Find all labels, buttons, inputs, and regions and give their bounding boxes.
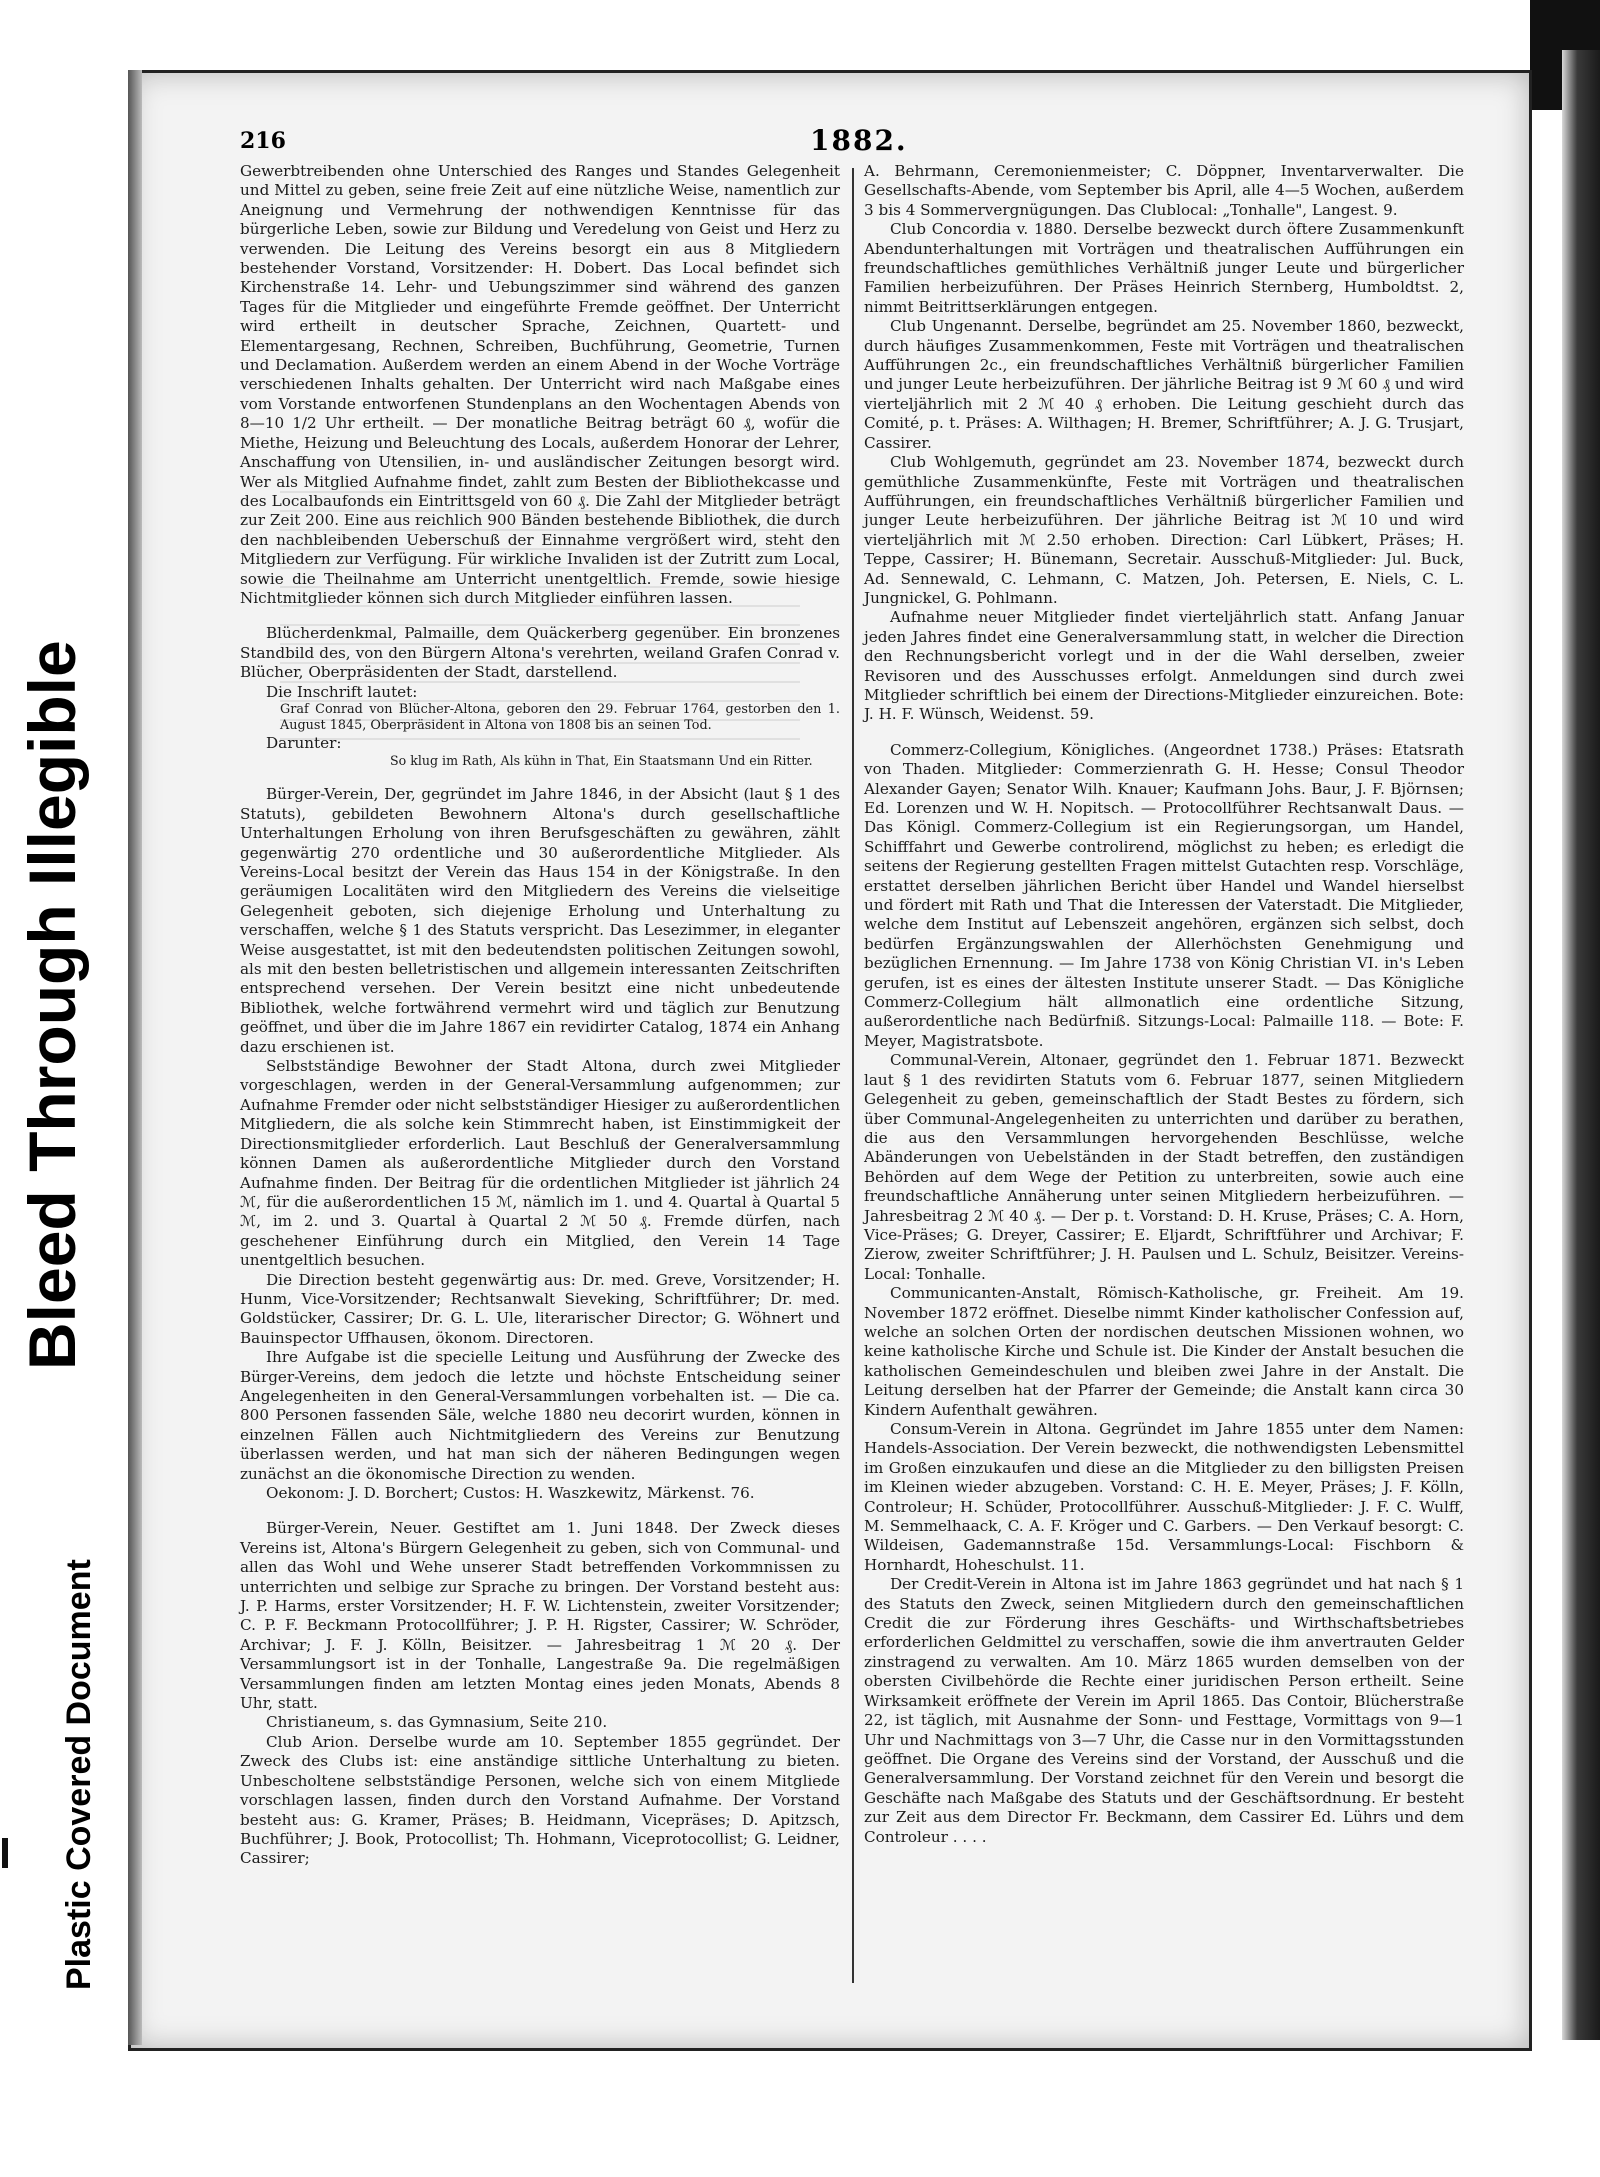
page-gutter — [128, 70, 142, 2045]
paragraph: Commerz-Collegium, Königliches. (Angeordnet 1738.) Präses: Etatsrath von Thaden. Mitglieder: Commerzienrath G. H. Hesse; Consul Theodor Alexander Gayen; Senator Wilh. Knauer; Kaufmann Johs. Baur, J. F. Björnsen; Ed. Lorenzen und W. H. Nopitsch. — Protocollführer Rechtsanwalt Daus. — Das Königl. Commerz-Collegium ist ein Regierungsorgan, um Handel, Schifffahrt und Gewerbe controlirend, möglichst zu heben; es erledigt die seitens der Regierung gestellten Fragen mittelst Gutachten resp. Vorschläge, erstattet derselben jährlichen Bericht über Handel und Wandel hierselbst und fördert mit Rath und That die Interessen der Vaterstadt. Die Mitglieder, welche dem Institut auf Lebenszeit angehören, ergänzen sich selbst, doch bedürfen Ergänzungswahlen der Allerhöchsten Genehmigung und bezüglichen Ernennung. — Im Jahre 1738 von König Christian VI. in's Leben gerufen, ist es eines der ältesten Institute unserer Stadt. — Das Königliche Commerz-Collegium hält allmonatlich eine ordentliche Sitzung, außerordentliche nach Bedürfniß. Sitzungs-Local: Palmaille 118. — Bote: F. Meyer, Magistratsbote. — [864, 740, 1464, 1050]
page-number: 216 — [240, 128, 286, 154]
paragraph: So klug im Rath, Als kühn in That, Ein Staatsmann Und ein Ritter. — [390, 753, 813, 769]
paragraph: Darunter: — [266, 733, 342, 752]
paragraph: Bürger-Verein, Der, gegründet im Jahre 1846, in der Absicht (laut § 1 des Statuts), gebildeten Bewohnern Altona's durch gesellschaftliche Unterhaltungen Erholung von ihren Berufsgeschäften zu gewähren, zählt gegenwärtig 270 ordentliche und 30 außerordentliche Mitglieder. Als Vereins-Local besitzt der Verein das Haus 154 in der Königstraße. In den geräumigen Localitäten wird den Mitgliedern des Vereins die vielseitige Gelegenheit geboten, sich diejenige Erholung und Unterhaltung zu verschaffen, welche § 1 des Statuts verspricht. Das Lesezimmer, in eleganter Weise ausgestattet, ist mit den bedeutendsten politischen Zeitungen sowohl, als mit den besten belletristischen und allgemein interessanten Zeitschriften entsprechend versehen. Der Verein besitzt eine nicht unbedeutende Bibliothek, welche fortwährend vermehrt wird und täglich zur Benutzung geöffnet, und über die im Jahre 1867 ein revidirter Catalog, 1874 ein Anhang dazu erschienen ist. — [240, 785, 840, 1056]
paragraph: Blücherdenkmal, Palmaille, dem Quäckerberg gegenüber. Ein bronzenes Standbild des, von den Bürgern Altona's verehrten, weiland Grafen Conrad v. Blücher, Oberpräsidenten der Stadt, darstellend. — [240, 624, 840, 682]
paragraph: Die Direction besteht gegenwärtig aus: Dr. med. Greve, Vorsitzender; H. Hunm, Vice-Vorsitzender; Rechtsanwalt Sieveking, Schriftführer; Dr. med. Goldstücker, Cassirer; Dr. G. L. Ule, literarischer Director; G. Wöhnert und Bauinspector Uffhausen, ökonom. Directoren. — [240, 1270, 840, 1347]
paragraph: Club Concordia v. 1880. Derselbe bezweckt durch öftere Zusammenkunft Abendunterhaltungen mit Vorträgen und theatralischen Aufführungen ein freundschaftliches gemüthliches Verhältniß junger Leute und bürgerlicher Familien herbeizuführen. Der Präses Heinrich Sternberg, Humboldtst. 2, nimmt Beitrittserklärungen entgegen. — [864, 220, 1464, 316]
plastic-covered-stamp: Plastic Covered Document — [60, 1559, 98, 1990]
bleed-through-stamp: Bleed Through Illegible — [15, 640, 89, 1370]
scan-edge-right — [1562, 50, 1600, 2040]
paragraph: Club Arion. Derselbe wurde am 10. September 1855 gegründet. Der Zweck des Clubs ist: eine anständige sittliche Unterhaltung zu bieten. Unbescholtene selbstständige Personen, welche sich von einem Mitgliede vorschlagen lassen, finden durch den Vorstand Aufnahme. Der Vorstand besteht aus: G. Kramer, Präses; B. Heidmann, Vicepräses; D. Apitzsch, Buchführer; J. Book, Protocollist; Th. Hohmann, Viceprotocollist; G. Leidner, Cassirer; — [240, 1732, 840, 1868]
paragraph: A. Behrmann, Ceremonienmeister; C. Döppner, Inventarverwalter. Die Gesellschafts-Abende, vom September bis April, alle 4—5 Wochen, außerdem 3 bis 4 Sommervergnügungen. Das Clublocal: „Tonhalle", Langest. 9. — [864, 162, 1464, 219]
paragraph: Gewerbtreibenden ohne Unterschied des Ranges und Standes Gelegenheit und Mittel zu geben, seine freie Zeit auf eine nützliche Weise, namentlich zur Aneignung und Vermehrung der nothwendigen Kenntnisse für das bürgerliche Leben, sowie zur Bildung und Veredelung von Geist und Herz zu verwenden. Die Leitung des Vereins besorgt ein aus 8 Mitgliedern bestehender Vorstand, Vorsitzender: H. Dobert. Das Local befindet sich Kirchenstraße 14. Lehr- und Uebungszimmer sind während des ganzen Tages für die Mitglieder und eingeführte Fremde geöffnet. Der Unterricht wird ertheilt in deutscher Sprache, Zeichnen, Quartett- und Elementargesang, Rechnen, Schreiben, Buchführung, Geometrie, Turnen und Declamation. Außerdem werden an einem Abend in der Woche Vorträge verschiedenen Inhalts gehalten. Der Unterricht wird nach Maßgabe eines vom Vorstande entworfenen Stundenplans an den Wochentagen Abends von 8—10 1/2 Uhr ertheilt. — Der monatliche Beitrag beträgt 60 ₰, wofür die Miethe, Heizung und Beleuchtung des Locals, außerdem Honorar der Lehrer, Anschaffung von Utensilien, in- und ausländischer Zeitungen besorgt wird. Wer als Mitglied Aufnahme findet, zahlt zum Besten der Bibliothekcasse und des Localbaufonds ein Eintrittsgeld von 60 ₰. Die Zahl der Mitglieder beträgt zur Zeit 200. Eine aus reichlich 900 Bänden bestehende Bibliothek, die durch den nachbleibenden Ueberschuß der Einnahme vergrößert wird, steht den Mitgliedern zur Verfügung. Für wirkliche Invaliden ist der Zutritt zum Local, sowie die Theilnahme am Unterricht unentgeltlich. Fremde, sowie hiesige Nichtmitglieder können sich durch Mitglieder einführen lassen. — [240, 162, 840, 607]
paragraph: Selbstständige Bewohner der Stadt Altona, durch zwei Mitglieder vorgeschlagen, werden in der General-Versammlung aufgenommen; zur Aufnahme Fremder oder nicht selbstständiger Hiesiger zu außerordentlichen Mitgliedern, die als solche kein Stimmrecht haben, ist Einstimmigkeit der Directionsmitglieder erforderlich. Laut Beschluß der Generalversammlung können Damen als außerordentliche Mitglieder durch den Vorstand Aufnahme finden. Der Beitrag für die ordentlichen Mitglieder ist jährlich 24 ℳ, für die außerordentlichen 15 ℳ, nämlich im 1. und 4. Quartal à Quartal 5 ℳ, im 2. und 3. Quartal à Quartal 2 ℳ 50 ₰. Fremde dürfen, nach geschehener Einführung durch ein Mitglied, den Verein 14 Tage unentgeltlich besuchen. — [240, 1057, 840, 1270]
paragraph: Aufnahme neuer Mitglieder findet vierteljährlich statt. Anfang Januar jeden Jahres findet eine Generalversammlung statt, in welcher die Direction den Rechnungsbericht vorlegt und in der die Wahl derselben, zweier Revisoren und des Ausschusses erfolgt. Anmeldungen sind durch zwei Mitglieder schriftlich bei einem der Directions-Mitglieder einzureichen. Bote: J. H. F. Wünsch, Weidenst. 59. — [864, 608, 1464, 724]
page-year: 1882. — [810, 124, 908, 157]
paragraph: Club Wohlgemuth, gegründet am 23. November 1874, bezweckt durch gemüthliche Zusammenkünfte, Feste mit Vorträgen und theatralischen Aufführungen, ein freundschaftliches Verhältniß bürgerlicher Familien und junger Leute herbeizuführen. Der jährliche Beitrag ist ℳ 10 und wird vierteljährlich mit ℳ 2.50 erhoben. Direction: Carl Lübkert, Präses; H. Teppe, Cassirer; H. Bünemann, Secretair. Ausschuß-Mitglieder: Jul. Buck, Ad. Sennewald, C. Lehmann, C. Matzen, Joh. Petersen, E. Niels, C. L. Jungnickel, G. Pohlmann. — [864, 453, 1464, 607]
paragraph: Graf Conrad von Blücher-Altona, geboren den 29. Februar 1764, gestorben den 1. August 1845, Oberpräsident in Altona von 1808 bis an seinen Tod. — [280, 701, 840, 733]
page-header — [240, 124, 1500, 162]
paragraph: Communicanten-Anstalt, Römisch-Katholische, gr. Freiheit. Am 19. November 1872 eröffnet. Dieselbe nimmt Kinder katholischer Confession auf, welche an solchen Orten der nordischen deutschen Missionen wohnen, wo keine katholische Kirche und Schule ist. Die Kinder der Anstalt besuchen die katholischen Gemeindeschulen und bleiben zwei Jahre in der Anstalt. Die Leitung derselben hat der Pfarrer der Gemeinde; die Anstalt kann circa 30 Kindern Aufenthalt gewähren. — [864, 1284, 1464, 1419]
right-column — [864, 162, 1464, 1847]
paragraph: Ihre Aufgabe ist die specielle Leitung und Ausführung der Zwecke des Bürger-Vereins, dem jedoch die letzte und höchste Entscheidung seiner Angelegenheiten in den General-Versammlungen vorbehalten ist. — Die ca. 800 Personen fassenden Säle, welche 1880 neu decorirt wurden, können in einzelnen Fällen auch Nichtmitgliedern des Vereins zur Benutzung überlassen werden, und hat man sich der näheren Bedingungen wegen zunächst an die ökonomische Direction zu wenden. — [240, 1348, 840, 1483]
paragraph: Der Credit-Verein in Altona ist im Jahre 1863 gegründet und hat nach § 1 des Statuts den Zweck, seinen Mitgliedern durch den gemeinschaftlichen Credit die zur Förderung ihres Geschäfts- und Wirthschaftsbetriebes erforderlichen Geldmittel zu verschaffen, sowie die ihm anvertrauten Gelder zinstragend zu verwalten. Am 10. März 1865 wurden demselben von der obersten Civilbehörde die Rechte einer juridischen Person ertheilt. Seine Wirksamkeit eröffnete der Verein im April 1865. Das Contoir, Blücherstraße 22, ist täglich, mit Ausnahme der Sonn- und Festtage, Vormittags von 9—1 Uhr und Nachmittags von 3—7 Uhr, die Casse nur in den Vormittagsstunden geöffnet. Die Organe des Vereins sind der Vorstand, der Ausschuß und die Generalversammlung. Der Vorstand zeichnet für den Verein und besorgt die Geschäfte nach Maßgabe des Statuts und der Geschäftsordnung. Er besteht zur Zeit aus dem Director Fr. Beckmann, dem Cassirer Ed. Lührs und dem Controleur . . . . — [864, 1575, 1464, 1846]
scan-edge-mark — [2, 1838, 8, 1868]
paragraph: Consum-Verein in Altona. Gegründet im Jahre 1855 unter dem Namen: Handels-Association. Der Verein bezweckt, die nothwendigsten Lebensmittel im Großen einzukaufen und diese an die Mitglieder zu den billigsten Preisen im Kleinen wieder abzugeben. Vorstand: C. H. E. Meyer, Präses; J. F. Kölln, Controleur; H. Schüder, Protocollführer. Ausschuß-Mitglieder: J. F. C. Wulff, M. Semmelhaack, C. A. F. Kröger und C. Garbers. — Den Verkauf besorgt: C. Wildeisen, Gademannstraße 15d. Versammlungs-Local: Fischborn & Hornhardt, Hoheschulst. 11. — [864, 1420, 1464, 1574]
paragraph: Bürger-Verein, Neuer. Gestiftet am 1. Juni 1848. Der Zweck dieses Vereins ist, Altona's Bürgern Gelegenheit zu geben, sich von Communal- und allen das Wohl und Wehe unserer Stadt betreffenden Vorkommnissen zu unterrichten und selbige zur Sprache zu bringen. Der Vorstand besteht aus: J. P. Harms, erster Vorsitzender; H. F. W. Lichtenstein, zweiter Vorsitzender; C. P. F. Beckmann Protocollführer; J. P. H. Rigster, Cassirer; W. Schröder, Archivar; J. F. J. Kölln, Beisitzer. — Jahresbeitrag 1 ℳ 20 ₰. Der Versammlungsort ist in der Tonhalle, Langestraße 9a. Die regelmäßigen Versammlungen finden am letzten Montag eines jeden Monats, Abends 8 Uhr, statt. — [240, 1519, 840, 1713]
paragraph: Die Inschrift lautet: — [266, 682, 418, 701]
paragraph: Communal-Verein, Altonaer, gegründet den 1. Februar 1871. Bezweckt laut § 1 des revidirten Statuts vom 6. Februar 1877, seinen Mitgliedern Gelegenheit zu geben, gemeinschaftlich der Stadt Bestes zu fördern, sich über Communal-Angelegenheiten zu unterrichten und darüber zu berathen, die aus den Versammlungen hervorgehenden Beschlüsse, welche Abänderungen von Uebelständen in der Stadt betreffen, den zuständigen Behörden auf dem Wege der Petition zu unterbreiten, sowie auch eine freundschaftliche Annäherung unter seinen Mitgliedern herbeizuführen. — Jahresbeitrag 2 ℳ 40 ₰. — Der p. t. Vorstand: D. H. Kruse, Präses; C. A. Horn, Vice-Präses; G. Dreyer, Cassirer; E. Eljardt, Schriftführer und Archivar; F. Zierow, zweiter Schriftführer; J. H. Paulsen und L. Schulz, Beisitzer. Vereins-Local: Tonhalle. — [864, 1051, 1464, 1283]
left-column — [240, 162, 840, 1869]
paragraph: Christianeum, s. das Gymnasium, Seite 210. — [266, 1713, 608, 1732]
paragraph: Oekonom: J. D. Borchert; Custos: H. Waszkewitz, Märkenst. 76. — [266, 1484, 755, 1502]
column-divider — [852, 168, 854, 1983]
paragraph: Club Ungenannt. Derselbe, begründet am 25. November 1860, bezweckt, durch häufiges Zusammenkommen, Feste mit Vorträgen und theatralischen Aufführungen 2c., ein freundschaftliches Verhältniß bürgerlicher Familien und junger Leute herbeizuführen. Der jährliche Beitrag ist 9 ℳ 60 ₰ und wird vierteljährlich mit 2 ℳ 40 ₰ erhoben. Die Leitung geschieht durch das Comité, p. t. Präses: A. Wilthagen; H. Bremer, Schriftführer; A. J. G. Trusjart, Cassirer. — [864, 317, 1464, 452]
